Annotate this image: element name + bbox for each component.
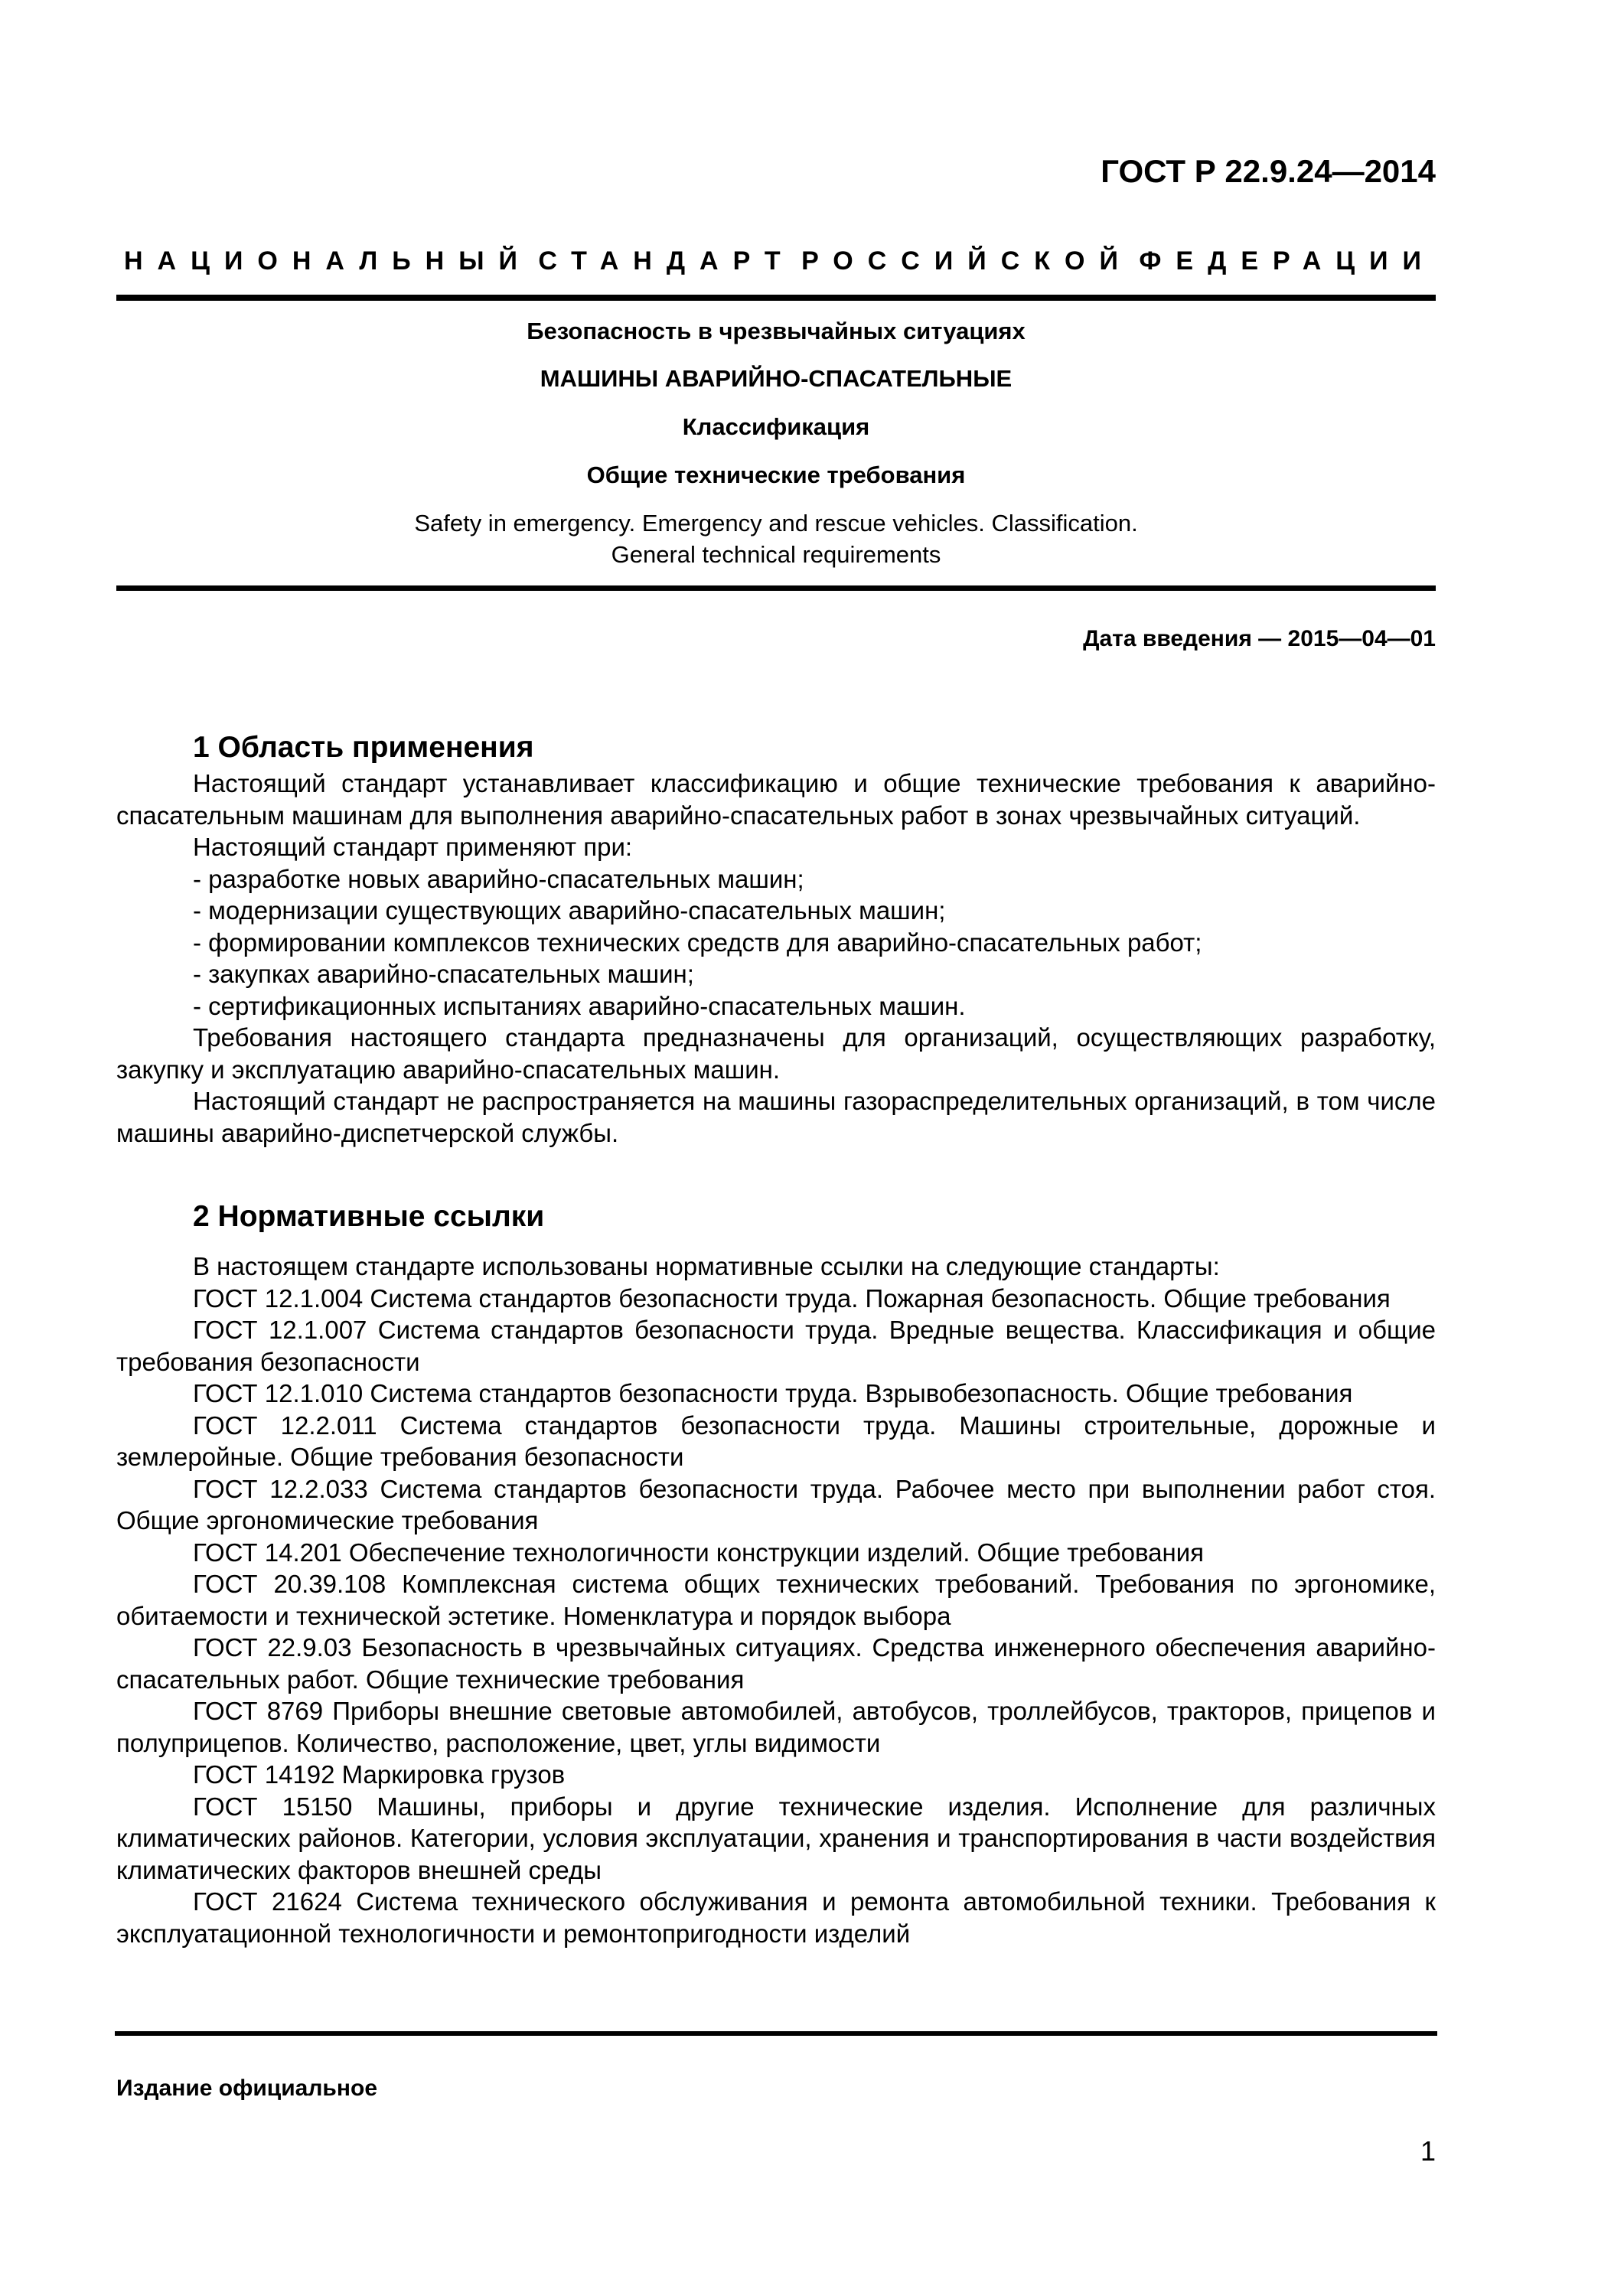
reference-item: ГОСТ 15150 Машины, приборы и другие технические изделия. Исполнение для различных климатических районов. Категории, условия эксплуатации, хранения и транспортирования в части воздействия климатических факторов внешней среды bbox=[116, 1792, 1436, 1884]
section-2-body bbox=[116, 1251, 1436, 1949]
paragraph: Требования настоящего стандарта предназначены для организаций, осуществляющих разработку, закупку и эксплуатацию аварийно-спасательных машин. bbox=[116, 1023, 1436, 1084]
title-line-1: Безопасность в чрезвычайных ситуациях bbox=[527, 318, 1026, 344]
reference-item: ГОСТ 14.201 Обеспечение технологичности конструкции изделий. Общие требования bbox=[193, 1538, 1204, 1567]
list-item: - разработке новых аварийно-спасательных машин; bbox=[193, 864, 804, 893]
reference-item: ГОСТ 14192 Маркировка грузов bbox=[193, 1760, 566, 1789]
banner-word: РОССИЙСКОЙ bbox=[801, 246, 1133, 276]
standard-code: ГОСТ Р 22.9.24—2014 bbox=[1101, 153, 1436, 189]
banner-word: ФЕДЕРАЦИИ bbox=[1139, 246, 1436, 276]
reference-item: ГОСТ 12.1.010 Система стандартов безопасности труда. Взрывобезопасность. Общие требования bbox=[193, 1379, 1353, 1407]
list-item: - модернизации существующих аварийно-спасательных машин; bbox=[193, 896, 946, 925]
reference-item: ГОСТ 22.9.03 Безопасность в чрезвычайных ситуациях. Средства инженерного обеспечения аварийно-спасательных работ. Общие технические требования bbox=[116, 1633, 1436, 1694]
section-2-heading: 2 Нормативные ссылки bbox=[193, 1200, 545, 1233]
edition-note: Издание официальное bbox=[116, 2076, 378, 2101]
title-line-3: Классификация bbox=[682, 413, 870, 440]
paragraph: Настоящий стандарт применяют при: bbox=[193, 833, 633, 861]
reference-item: ГОСТ 12.2.011 Система стандартов безопасности труда. Машины строительные, дорожные и землеройные. Общие требования безопасности bbox=[116, 1411, 1436, 1471]
english-title-line-1: Safety in emergency. Emergency and rescue vehicles. Classification. bbox=[414, 510, 1138, 536]
reference-item: ГОСТ 21624 Система технического обслуживания и ремонта автомобильной техники. Требования к эксплуатационной технологичности и ремонтопригодности изделий bbox=[116, 1887, 1436, 1948]
banner-word: СТАНДАРТ bbox=[538, 246, 795, 276]
paragraph: В настоящем стандарте использованы нормативные ссылки на следующие стандарты: bbox=[193, 1252, 1220, 1280]
paragraph: Настоящий стандарт устанавливает классификацию и общие технические требования к аварийно-спасательным машинам для выполнения аварийно-спасательных работ в зонах чрезвычайных ситуаций. bbox=[116, 769, 1436, 830]
reference-item: ГОСТ 8769 Приборы внешние световые автомобилей, автобусов, троллейбусов, тракторов, прицепов и полуприцепов. Количество, расположение, цвет, углы видимости bbox=[116, 1697, 1436, 1757]
introduction-date: Дата введения — 2015—04—01 bbox=[1083, 626, 1436, 651]
footer-divider bbox=[115, 2031, 1437, 2036]
title-divider bbox=[116, 585, 1436, 591]
reference-item: ГОСТ 12.1.007 Система стандартов безопасности труда. Вредные вещества. Классификация и общие требования безопасности bbox=[116, 1316, 1436, 1376]
national-standard-banner bbox=[124, 246, 1436, 276]
list-item: - сертификационных испытаниях аварийно-спасательных машин. bbox=[193, 991, 966, 1020]
banner-word: НАЦИОНАЛЬНЫЙ bbox=[124, 246, 532, 276]
english-title-line-2: General technical requirements bbox=[611, 541, 941, 568]
reference-item: ГОСТ 12.2.033 Система стандартов безопасности труда. Рабочее место при выполнении работ стоя. Общие эргономические требования bbox=[116, 1474, 1436, 1534]
list-item: - закупках аварийно-спасательных машин; bbox=[193, 960, 694, 988]
paragraph: Настоящий стандарт не распространяется на машины газораспределительных организаций, в том числе машины аварийно-диспетчерской службы. bbox=[116, 1087, 1436, 1147]
reference-item: ГОСТ 20.39.108 Комплексная система общих технических требований. Требования по эргономике, обитаемости и технической эстетике. Номенклатура и порядок выбора bbox=[116, 1570, 1436, 1630]
list-item: - формировании комплексов технических средств для аварийно-спасательных работ; bbox=[193, 928, 1202, 957]
top-divider bbox=[116, 295, 1436, 301]
title-line-2: МАШИНЫ АВАРИЙНО-СПАСАТЕЛЬНЫЕ bbox=[540, 365, 1013, 392]
section-1-heading: 1 Область применения bbox=[193, 731, 534, 764]
reference-item: ГОСТ 12.1.004 Система стандартов безопасности труда. Пожарная безопасность. Общие требования bbox=[193, 1283, 1391, 1313]
section-1-body bbox=[116, 768, 1436, 1149]
page-number: 1 bbox=[1420, 2135, 1436, 2167]
title-line-4: Общие технические требования bbox=[586, 461, 966, 488]
